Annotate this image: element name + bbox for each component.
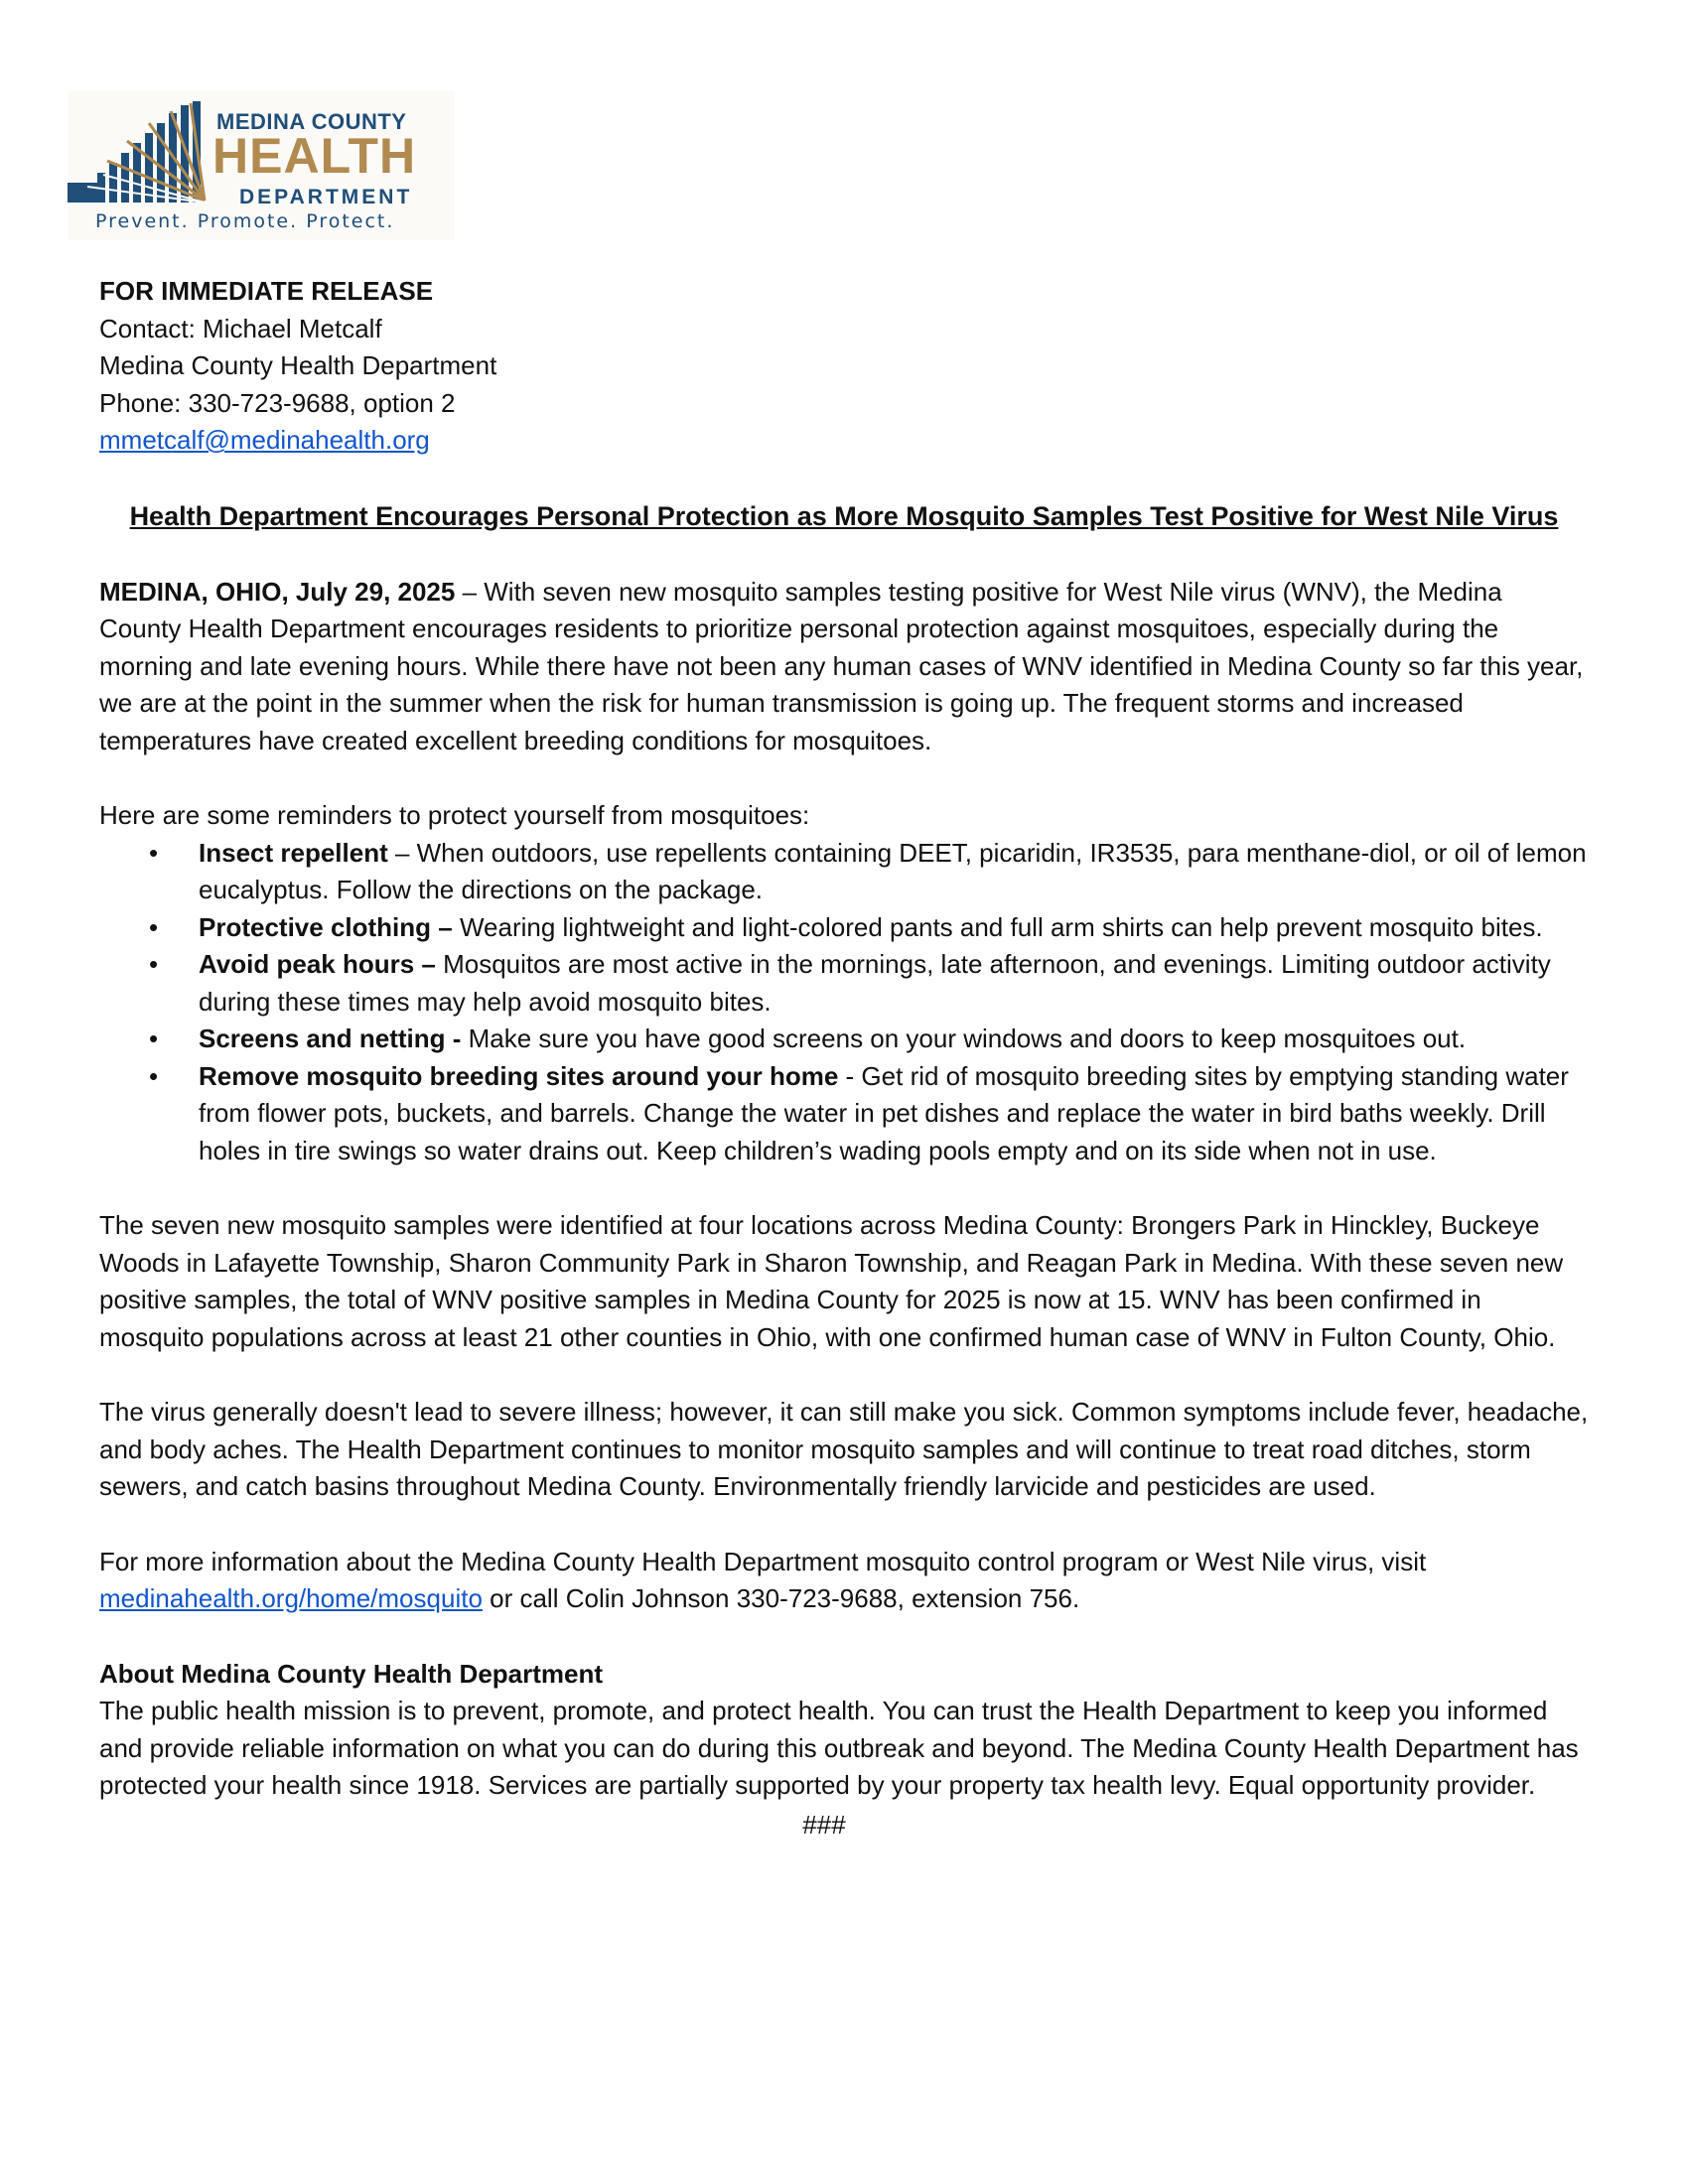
list-item-title: Avoid peak hours –	[199, 949, 436, 979]
intro-paragraph	[99, 574, 1589, 760]
end-mark: ###	[802, 1809, 846, 1840]
list-item	[99, 946, 1589, 1021]
list-item-title: Screens and netting -	[199, 1024, 462, 1053]
contact-name: Contact: Michael Metcalf	[99, 313, 382, 343]
headline: Health Department Encourages Personal Protection as More Mosquito Samples Test Positive for West Nile Virus	[129, 500, 1559, 531]
contact-email-link[interactable]: mmetcalf@medinahealth.org	[99, 425, 430, 455]
list-item-text: Make sure you have good screens on your windows and doors to keep mosquitoes out.	[461, 1024, 1467, 1053]
samples-paragraph: The seven new mosquito samples were identified at four locations across Medina County: Brongers Park in Hinckley, Buckeye Woods in Lafayette Township, Sharon Community Park in Sharon Township, and Reagan Park in Medina. With these seven new positive samples, the total of WNV positive samples in Medina County for 2025 is now at 15. WNV has been confirmed in mosquito populations across at least 21 other counties in Ohio, with one confirmed human case of WNV in Fulton County, Ohio.	[99, 1210, 1564, 1352]
list-item-title: Insect repellent	[199, 837, 388, 868]
list-item	[99, 1021, 1589, 1058]
reminders-intro: Here are some reminders to protect yourself from mosquitoes:	[99, 800, 810, 830]
logo-county-text: MEDINA COUNTY	[216, 109, 407, 134]
contact-block	[99, 273, 1589, 460]
logo-tagline: Prevent. Promote. Protect.	[95, 210, 395, 232]
bullet-icon: •	[149, 837, 159, 868]
list-item-text: Mosquitos are most active in the mornings, late afternoon, and evenings. Limiting outdoor activity during these times may help avoid mosquito bites.	[199, 949, 1551, 1017]
list-item	[99, 835, 1589, 909]
bullet-icon: •	[149, 1024, 159, 1053]
health-department-logo	[68, 91, 455, 240]
bullet-icon: •	[149, 1060, 159, 1091]
about-paragraph: The public health mission is to prevent, promote, and protect health. You can trust the Health Department to keep you informed and provide reliable information on what you can do during this outbreak and beyond. The Medina County Health Department has protected your health since 1918. Services are partially supported by your property tax health levy. Equal opportunity provider.	[99, 1696, 1579, 1800]
mosquito-program-link[interactable]: medinahealth.org/home/mosquito	[99, 1583, 483, 1613]
more-info-paragraph	[99, 1544, 1589, 1618]
list-item-title: Protective clothing –	[199, 911, 453, 942]
list-item	[99, 909, 1589, 947]
virus-paragraph: The virus generally doesn't lead to severe illness; however, it can still make you sick. Common symptoms include fever, headache, and body aches. The Health Department continues to monitor mosquito samples and will continue to treat road ditches, storm sewers, and catch basins throughout Medina County. Environmentally friendly larvicide and pesticides are used.	[99, 1397, 1589, 1501]
list-item-text: Wearing lightweight and light-colored pants and full arm shirts can help prevent mosquito bites.	[452, 911, 1543, 942]
more-info-text: For more information about the Medina County Health Department mosquito control program or West Nile virus, visit	[99, 1546, 1427, 1576]
list-item-text: - Get rid of mosquito breeding sites by emptying standing water from flower pots, buckets, and barrels. Change the water in pet dishes and replace the water in bird baths weekly. Drill holes in tire swings so water drains out. Keep children’s wading pools empty and on its side when not in use.	[199, 1060, 1569, 1165]
reminders-list	[99, 835, 1589, 1170]
release-content	[99, 273, 1589, 1843]
more-info-contact-text: or call Colin Johnson 330-723-9688, extension 756.	[482, 1583, 1080, 1613]
list-item	[99, 1058, 1589, 1170]
list-item-text: – When outdoors, use repellents containing DEET, picaridin, IR3535, para menthane-diol, or oil of lemon eucalyptus. Follow the directions on the package.	[199, 837, 1587, 904]
bullet-icon: •	[149, 911, 159, 942]
list-item-title: Remove mosquito breeding sites around your home	[199, 1060, 839, 1091]
bullet-icon: •	[149, 949, 159, 979]
dateline: MEDINA, OHIO, July 29, 2025	[99, 576, 456, 607]
release-label: FOR IMMEDIATE RELEASE	[99, 276, 434, 306]
logo-health-text: HEALTH	[212, 128, 417, 184]
contact-organization: Medina County Health Department	[99, 350, 497, 380]
contact-phone: Phone: 330-723-9688, option 2	[99, 387, 456, 418]
intro-text: – With seven new mosquito samples testing positive for West Nile virus (WNV), the Medina County Health Department encourages residents to prioritize personal protection against mosquitoes, especially during the morning and late evening hours. While there have not been any human cases of WNV identified in Medina County so far this year, we are at the point in the summer when the risk for human transmission is going up. The frequent storms and increased temperatures have created excellent breeding conditions for mosquitoes.	[99, 576, 1584, 755]
logo-department-text: DEPARTMENT	[239, 186, 413, 208]
about-heading: About Medina County Health Department	[99, 1658, 604, 1689]
